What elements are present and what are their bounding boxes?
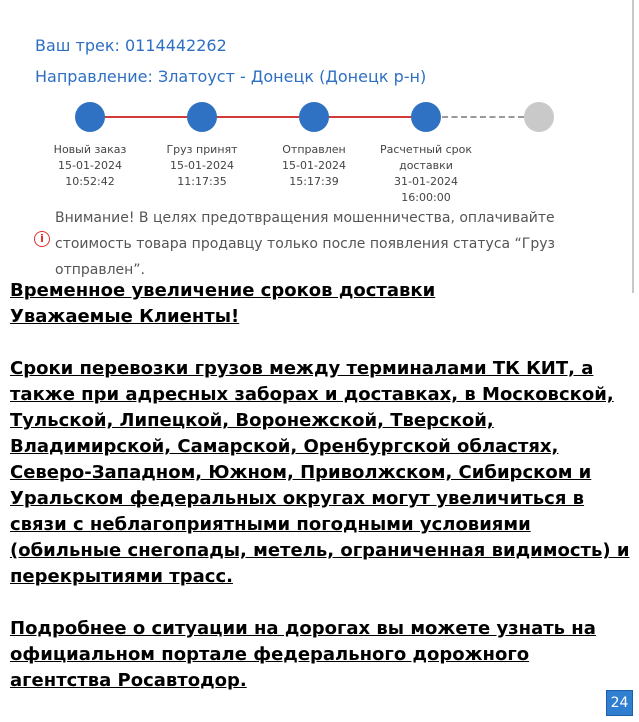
progress-segment-1 [104,116,188,118]
notice-more-info: Подробнее о ситуации на дорогах вы можете узнать на официальном портале федерального дорожного агентства Росавтодор. [10,618,596,691]
progress-segment-pending [442,116,524,118]
step-time: 11:17:35 [177,175,227,188]
progress-dot-new-order [75,102,105,132]
step-title: Расчетный срок [379,143,473,156]
badge-24[interactable]: 24 [606,690,633,716]
notice-greeting: Уважаемые Клиенты! [10,306,240,327]
fraud-warning: Внимание! В целях предотвращения мошенничества, оплачивайте стоимость товара продавцу только после появления статуса “Груз отправлен”. [55,210,555,278]
progress-dot-accepted [187,102,217,132]
step-date: 15-01-2024 [58,159,122,172]
step-accepted [147,142,257,190]
step-shipped [259,142,369,190]
progress-segment-2 [216,116,300,118]
step-title: Отправлен [282,143,346,156]
step-date: 15-01-2024 [282,159,346,172]
progress-dot-delivered [524,102,554,132]
info-icon: i [34,231,50,247]
delivery-notice [10,278,630,694]
step-estimated-delivery [371,142,481,206]
step-time: 15:17:39 [289,175,339,188]
progress-segment-3 [328,116,412,118]
page-scroll-edge [632,0,634,293]
step-title: Новый заказ [53,143,127,156]
step-title-cont: доставки [399,159,453,172]
track-number: Ваш трек: 0114442262 [35,36,227,55]
step-date: 15-01-2024 [170,159,234,172]
route-direction: Направление: Златоуст - Донецк (Донецк р-н) [35,67,427,86]
step-new-order [35,142,145,190]
step-time: 16:00:00 [401,191,451,204]
step-time: 10:52:42 [65,175,115,188]
step-title: Груз принят [166,143,238,156]
step-date: 31-01-2024 [394,175,458,188]
notice-body: Сроки перевозки грузов между терминалами ТК КИТ, а также при адресных заборах и доставках, в Московской, Тульской, Липецкой, Воронежской, Тверской, Владимирской, Самарской, Оренбургской областях, Северо-Западном, Южном, Приволжском, Сибирском и Уральском федеральных округах могут увеличиться в связи с неблагоприятными погодными условиями (обильные снегопады, метель, ограниченная видимость) и перекрытиями трасс. [10,358,630,587]
progress-dot-shipped [299,102,329,132]
progress-dot-estimated [411,102,441,132]
notice-title: Временное увеличение сроков доставки [10,280,436,301]
